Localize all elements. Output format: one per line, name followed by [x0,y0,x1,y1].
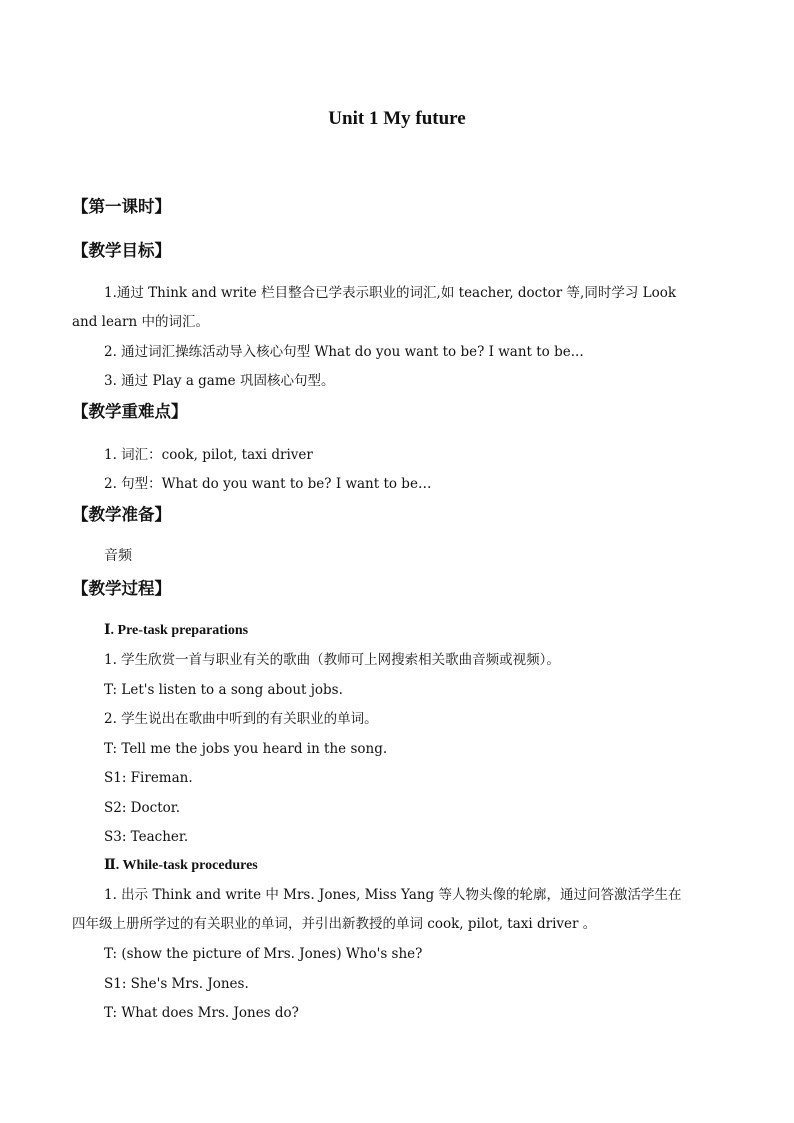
objective-item-3: 3. 通过 Play a game 巩固核心句型。 [104,373,335,389]
lesson-heading: 【第一课时】 [72,197,171,216]
part-2-item-1-line-2: 四年级上册所学过的有关职业的单词，并引出新教授的单词 cook, pilot, taxi driver 。 [72,916,597,932]
part-1-title: Ⅰ. Pre-task preparations [104,623,249,638]
part-2-title: Ⅱ. While-task procedures [104,858,258,873]
part-1-line: S3: Teacher. [104,829,189,845]
part-2-line: T: What does Mrs. Jones do? [104,1005,299,1021]
objective-item-1-line-2: and learn 中的词汇。 [72,314,209,330]
part-1-line: T: Tell me the jobs you heard in the song. [104,741,388,757]
preparation-item: 音频 [104,548,132,564]
part-1-line: S1: Fireman. [104,770,193,786]
objective-item-2: 2. 通过词汇操练活动导入核心句型 What do you want to be? I want to be... [104,344,584,360]
preparation-heading: 【教学准备】 [72,505,171,524]
part-2-line: T: (show the picture of Mrs. Jones) Who's she? [104,946,423,962]
key-points-heading: 【教学重难点】 [72,402,188,421]
part-1-line: S2: Doctor. [104,800,181,816]
part-1-line: 1. 学生欣赏一首与职业有关的歌曲（教师可上网搜索相关歌曲音频或视频）。 [104,652,560,668]
objective-item-1-line-1: 1.通过 Think and write 栏目整合已学表示职业的词汇,如 teacher, doctor 等,同时学习 Look [104,285,677,301]
objectives-heading: 【教学目标】 [72,241,171,260]
process-heading: 【教学过程】 [72,579,171,598]
part-2-item-1-line-1: 1. 出示 Think and write 中 Mrs. Jones, Miss Yang 等人物头像的轮廓，通过问答激活学生在 [104,887,682,903]
part-1-line: T: Let's listen to a song about jobs. [104,682,343,698]
key-point-item-2: 2. 句型：What do you want to be? I want to be… [104,476,432,492]
document-title: Unit 1 My future [328,108,466,129]
key-point-item-1: 1. 词汇：cook, pilot, taxi driver [104,447,313,463]
part-2-line: S1: She's Mrs. Jones. [104,976,249,992]
part-1-line: 2. 学生说出在歌曲中听到的有关职业的单词。 [104,711,378,727]
